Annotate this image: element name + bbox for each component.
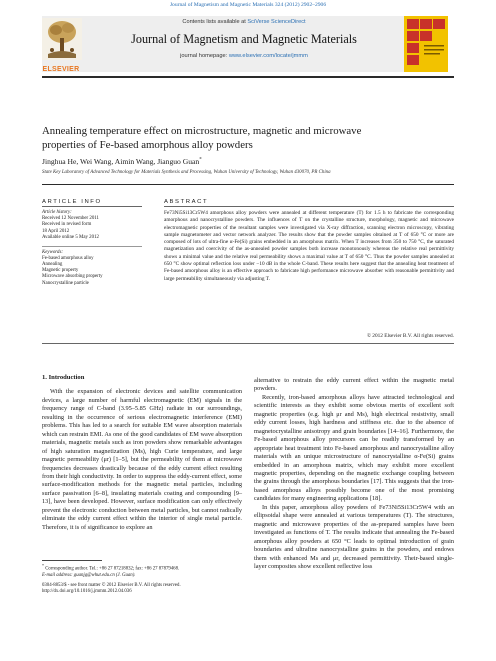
section-heading-introduction: 1. Introduction xyxy=(42,374,85,381)
body-right-column xyxy=(254,377,454,571)
body-paragraph: With the expansion of electronic devices and satellite communication devices, a large number of harmful electromagnetic (EM) signals in the frequency range of C-band (3.95–5.85 GHz) radiate in our surroundings, resulting in the occurrence of serious electromagnetic interference (EMI) problems. This has led to a search for suitable EM wave absorption materials which can restrain EMI. As one of the good candidates of EM wave absorption materials, magnetic metals such as iron powders show remarkable advantages of high saturation magnetization (Ms), high Curie temperature, and large magnetic permeability (μr) [1–5], but the permeability of them at microwave frequencies decreases drastically because of the eddy current effect resulting from their high conductivity. In order to suppress the eddy-current effect, some surface-modification methods for the magnetic metal particles, including surface passivation [6–8], insulating materials coating and compounding [9–13], have been developed. However, surface modification can only effectively prevent the electronic conduction between metal particles, but cannot radically eliminate the eddy current effect within the interior of single metal particle. Therefore, it is of significance to explore an xyxy=(42,388,242,531)
homepage-link[interactable]: www.elsevier.com/locate/jmmm xyxy=(228,53,308,59)
issn-block xyxy=(42,583,302,595)
corresponding-author-mark[interactable]: * xyxy=(199,157,202,163)
contents-line xyxy=(42,19,446,25)
keyword: Microwave absorbing property xyxy=(42,274,103,280)
masthead-rule xyxy=(42,76,454,78)
journal-masthead xyxy=(42,16,446,72)
body-left-column xyxy=(42,374,242,532)
history-line: Received 12 November 2011 xyxy=(42,216,99,222)
doi-link[interactable]: http://dx.doi.org/10.1016/j.jmmm.2012.04.036 xyxy=(42,589,132,595)
corresponding-footnote xyxy=(42,563,242,579)
footnote-contact: Corresponding author. Tel.: +86 27 87218832; fax: +86 27 87879468. xyxy=(45,566,180,572)
body-paragraph: alternative to restrain the eddy current effect within the magnetic metal powders. xyxy=(254,377,454,393)
journal-homepage-line xyxy=(42,53,446,59)
info-divider xyxy=(42,246,142,247)
keyword: Annealing xyxy=(42,262,63,268)
history-line: Available online 5 May 2012 xyxy=(42,234,99,240)
article-info xyxy=(42,210,142,287)
issn-line: 0304-8853/$ - see front matter © 2012 Elsevier B.V. All rights reserved. xyxy=(42,583,181,588)
authors-text: Jinghua He, Wei Wang, Aimin Wang, Jianguo Guan xyxy=(42,157,200,166)
keyword: Magnetic property xyxy=(42,268,79,274)
history-label: Article history: xyxy=(42,210,72,215)
keyword: Fe-based amorphous alloy xyxy=(42,255,94,261)
footnote-mark: * xyxy=(42,563,44,568)
history-line: Received in revised form xyxy=(42,222,92,228)
running-head: Journal of Magnetism and Magnetic Materials 324 (2012) 2902–2906 xyxy=(169,2,327,8)
journal-title: Journal of Magnetism and Magnetic Materials xyxy=(131,32,357,46)
abstract-heading: ABSTRACT xyxy=(164,199,209,205)
body-paragraph: In this paper, amorphous alloy powders of Fe73Ni5Si13Cr5W4 with an ellipsoidal shape were annealed at various temperatures (T). The structures, magnetic and microwave properties of the as-prepared samples have been investigated as functions of T. The results indicate that annealing the Fe-based amorphous alloy powders at 650 °C leads to optimal introduction of grain boundaries and ultrafine nanocrystalline grains in the powders, and endows them with enhanced Ms and μr, decreased permittivity. Their-based single-layer composites show excellent reflective loss xyxy=(254,503,454,570)
abstract-copyright: © 2012 Elsevier B.V. All rights reserved. xyxy=(366,333,454,339)
abstract-rule xyxy=(164,206,454,207)
article-title xyxy=(42,125,462,152)
article-info-heading: ARTICLE INFO xyxy=(42,199,102,205)
keywords-label: Keywords: xyxy=(42,249,64,255)
history-line: 18 April 2012 xyxy=(42,228,70,234)
author-list xyxy=(42,157,202,166)
homepage-prefix: journal homepage: xyxy=(180,53,228,59)
title-rule xyxy=(42,184,454,185)
article-title-line-1: Annealing temperature effect on microstructure, magnetic and microwave xyxy=(42,125,362,137)
publisher-name: ELSEVIER xyxy=(42,66,80,73)
article-title-line-2: properties of Fe-based amorphous alloy powders xyxy=(42,138,253,151)
affiliation: State Key Laboratory of Advanced Technology for Materials Synthesis and Processing, Wuhan University of Technology, Wuhan 430070, PR China xyxy=(42,170,331,175)
journal-cover-icon xyxy=(404,16,448,72)
contents-prefix: Contents lists available at xyxy=(182,19,246,25)
sciencedirect-link[interactable]: SciVerse ScienceDirect xyxy=(247,19,306,25)
footnote-email[interactable]: E-mail address: guanjg@whut.edu.cn (J. Guan). xyxy=(42,572,136,578)
journal-cover-thumbnail xyxy=(404,16,448,72)
abstract-bottom-rule xyxy=(42,343,454,344)
keyword: Nanocrystalline particle xyxy=(42,280,89,286)
article-info-rule xyxy=(42,206,142,207)
abstract-text: Fe73Ni5Si13Cr5W4 amorphous alloy powders were annealed at different temperature (T) for 1.5 h to fabricate the corresponding amorphous and nanocrystalline powders. The influences of T on the crystalline structure, morphology, magnetic and microwave electromagnetic properties of the resultant samples were investigated via X-ray diffraction, scanning electron microscopy, vibrating sample magnetometer and vector network analyzer. The results show that the powder samples obtained at T of 650 °C or more are composed of lots of ultra-fine α-Fe(Si) grains embedded in an amorphous matrix. When T increases from 350 to 750 °C, the saturated magnetization and coercivity of the as-annealed powder samples both increase monotonously whereas the relative real permittivity shows a minimal value and the relative real permeability shows a maximal value at T of 650 °C. Thus the powder samples annealed at 650 °C show optimal reflection loss under −10 dB in the whole C-band. These results here suggest that the annealing heat treatment of Fe-based amorphous alloy is an effective approach to fabricate high performance microwave absorber with reasonable permittivity and large permeability simultaneously via adjusting T. xyxy=(164,210,454,282)
body-paragraph: Recently, iron-based amorphous alloys have attracted technological and scientific interests as they exhibit some obvious merits of excellent soft magnetic properties (e.g. high μr and Ms), high electrical resistivity, small eddy current losses, high hardness and stiffness etc. due to the absence of magnetocrystalline anisotropy and grain boundaries [14–16]. Furthermore, the Fe-based amorphous alloy precursors can be readily transformed by an appropriate heat treatment into Fe-based amorphous and nanocrystalline alloy materials with an unique microstructure of nanocrystalline α-Fe(Si) grains embedded in an amorphous matrix, which may exhibit more excellent magnetic properties, depending on the magnetic exchange coupling between the grains through the amorphous boundaries [17]. This suggests that the iron-based amorphous alloys possibly become one of the most promising candidates for many engineering applications [18]. xyxy=(254,393,454,503)
footnote-rule xyxy=(42,560,102,561)
